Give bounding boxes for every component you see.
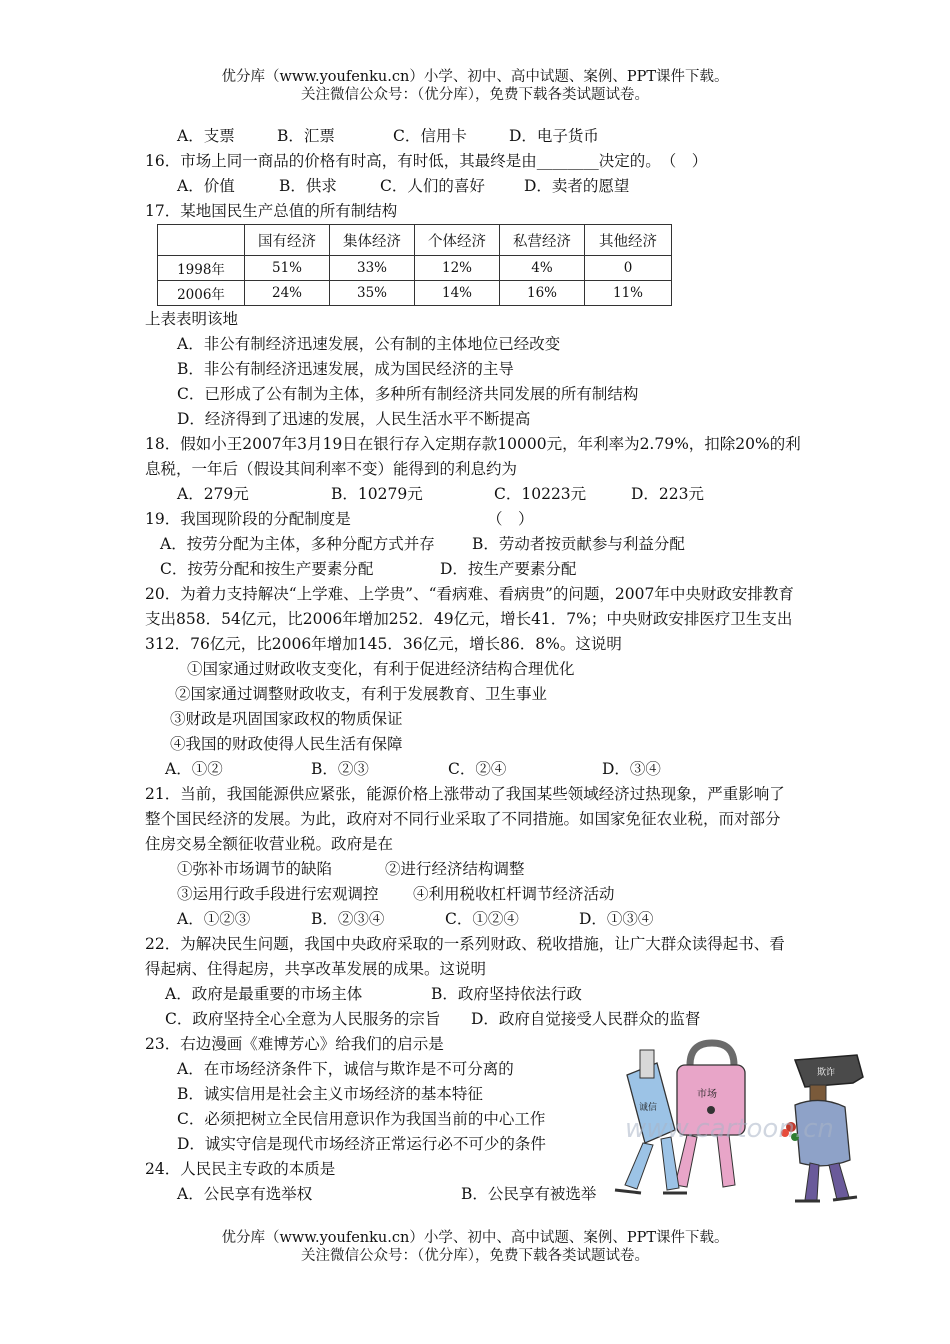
q18-option-a: A．279元 (177, 485, 249, 503)
q17-after-table: 上表表明该地 (145, 310, 239, 328)
header-line-1: 优分库（www.youfenku.cn）小学、初中、高中试题、案例、PPT课件下载。 (221, 69, 729, 85)
key-label: 诚信 (639, 1103, 658, 1113)
q20-statement-4: ④我国的财政使得人民生活有保障 (170, 735, 403, 753)
q22-options-1 (165, 984, 582, 1004)
q20-option-c: C．②④ (448, 760, 507, 778)
q20-option-d: D．③④ (602, 760, 661, 778)
table-header-row (158, 225, 672, 256)
q21-statement-3: ③运用行政手段进行宏观调控 (177, 885, 379, 903)
q19-stem-line (145, 509, 534, 529)
q23-stem: 23．右边漫画《难博芳心》给我们的启示是 (145, 1035, 444, 1053)
q15-option-d: D．电子货币 (509, 127, 599, 145)
cartoon-illustration (605, 1035, 870, 1210)
q21-option-c: C．①②④ (445, 910, 519, 928)
table-cell: 11% (585, 281, 672, 306)
table-header-cell: 其他经济 (585, 225, 672, 256)
q20-options (165, 759, 661, 779)
q17-option-b: B．非公有制经济迅速发展，成为国民经济的主导 (177, 360, 514, 378)
q18-options (177, 484, 704, 504)
q21-options (177, 909, 653, 929)
header-line-2: 关注微信公众号：（优分库），免费下载各类试题试卷。 (301, 87, 649, 103)
watermark-text: www.cartoon.cn (625, 1114, 834, 1144)
table-cell: 16% (500, 281, 585, 306)
q22-stem-2: 得起病、住得起房，共享改革发展的成果。这说明 (145, 960, 487, 978)
q15-option-a: A．支票 (177, 127, 235, 145)
q19-option-d: D．按生产要素分配 (440, 560, 577, 578)
q17-stem: 17．某地国民生产总值的所有制结构 (145, 202, 398, 220)
q18-stem-1: 18．假如小王2007年3月19日在银行存入定期存款10000元，年利率为2.79%，扣除20%的利 (145, 435, 801, 453)
table-header-cell: 私营经济 (500, 225, 585, 256)
q22-option-d: D．政府自觉接受人民群众的监督 (471, 1010, 701, 1028)
q20-statement-1: ①国家通过财政收支变化，有利于促进经济结构合理优化 (187, 660, 575, 678)
q19-options-2 (160, 559, 576, 579)
q21-statements-1 (177, 859, 525, 879)
q23-option-c: C．必须把树立全民信用意识作为我国当前的中心工作 (177, 1110, 546, 1128)
table-header-cell (158, 225, 245, 256)
q20-option-a: A．①② (165, 760, 223, 778)
q22-option-a: A．政府是最重要的市场主体 (165, 985, 363, 1003)
q18-option-d: D．223元 (631, 485, 705, 503)
table-row (158, 281, 672, 306)
q19-option-a: A．按劳分配为主体，多种分配方式并存 (160, 535, 435, 553)
q21-stem-3: 住房交易全额征收营业税。政府是在 (145, 835, 394, 853)
q23-option-d: D．诚实守信是现代市场经济正常运行必不可少的条件 (177, 1135, 546, 1153)
q19-option-b: B．劳动者按贡献参与利益分配 (472, 535, 685, 553)
q19-options-1 (160, 534, 685, 554)
lock-label: 市场 (697, 1089, 717, 1100)
q15-option-b: B．汇票 (277, 127, 335, 145)
q21-statement-2: ②进行经济结构调整 (385, 860, 525, 878)
q24-options (177, 1184, 596, 1204)
table-cell: 35% (330, 281, 415, 306)
q23-option-a: A．在市场经济条件下，诚信与欺诈是不可分离的 (177, 1060, 514, 1078)
q15-option-c: C．信用卡 (393, 127, 467, 145)
q21-statements-2 (177, 884, 615, 904)
q20-stem-1: 20．为着力支持解决“上学难、上学贵”、“看病难、看病贵”的问题，2007年中央财政安排教育 (145, 585, 794, 603)
q18-option-c: C．10223元 (494, 485, 587, 503)
q22-options-2 (165, 1009, 700, 1029)
ownership-table (157, 224, 672, 306)
table-cell: 2006年 (158, 281, 245, 306)
q16-option-a: A．价值 (177, 177, 235, 195)
q20-option-b: B．②③ (311, 760, 369, 778)
table-row (158, 256, 672, 281)
q21-statement-1: ①弥补市场调节的缺陷 (177, 860, 333, 878)
table-header-cell: 集体经济 (330, 225, 415, 256)
q24-option-a: A．公民享有选举权 (177, 1185, 313, 1203)
q21-option-d: D．①③④ (579, 910, 654, 928)
table-cell: 0 (585, 256, 672, 281)
table-cell: 4% (500, 256, 585, 281)
q19-paren: （ ） (487, 510, 534, 528)
q21-statement-4: ④利用税收杠杆调节经济活动 (413, 885, 615, 903)
table-cell: 33% (330, 256, 415, 281)
table-cell: 1998年 (158, 256, 245, 281)
q20-statement-2: ②国家通过调整财政收支，有利于发展教育、卫生事业 (175, 685, 548, 703)
q22-option-b: B．政府坚持依法行政 (431, 985, 582, 1003)
q16-option-d: D．卖者的愿望 (524, 177, 630, 195)
q17-option-c: C．已形成了公有制为主体，多种所有制经济共同发展的所有制结构 (177, 385, 639, 403)
q20-stem-3: 312．76亿元，比2006年增加145．36亿元，增长86．8%。这说明 (145, 635, 622, 653)
table-cell: 24% (245, 281, 330, 306)
q18-option-b: B．10279元 (331, 485, 423, 503)
q23-option-b: B．诚实信用是社会主义市场经济的基本特征 (177, 1085, 483, 1103)
table-header-cell: 个体经济 (415, 225, 500, 256)
q22-stem-1: 22．为解决民生问题，我国中央政府采取的一系列财政、税收措施，让广大群众读得起书、看 (145, 935, 785, 953)
table-header-cell: 国有经济 (245, 225, 330, 256)
q24-option-b: B．公民享有被选举 (461, 1185, 597, 1203)
table-cell: 51% (245, 256, 330, 281)
cartoon-drawing (605, 1035, 870, 1210)
q21-option-a: A．①②③ (177, 910, 251, 928)
table-cell: 12% (415, 256, 500, 281)
q19-option-c: C．按劳分配和按生产要素分配 (160, 560, 374, 578)
q18-stem-2: 息税，一年后（假设其间利率不变）能得到的利息约为 (145, 460, 518, 478)
q22-option-c: C．政府坚持全心全意为人民服务的宗旨 (165, 1010, 441, 1028)
q16-option-c: C．人们的喜好 (380, 177, 485, 195)
table-cell: 14% (415, 281, 500, 306)
q16-option-b: B．供求 (279, 177, 337, 195)
q15-options (177, 126, 599, 146)
q16-options (177, 176, 629, 196)
q20-stem-2: 支出858．54亿元，比2006年增加252．49亿元，增长41．7%；中央财政安排医疗卫生支出 (145, 610, 793, 628)
q19-stem: 19．我国现阶段的分配制度是 (145, 510, 351, 528)
footer-line-1: 优分库（www.youfenku.cn）小学、初中、高中试题、案例、PPT课件下载。 (221, 1230, 729, 1246)
footer-line-2: 关注微信公众号：（优分库），免费下载各类试题试卷。 (301, 1248, 649, 1264)
q17-option-d: D．经济得到了迅速的发展，人民生活水平不断提高 (177, 410, 531, 428)
q17-option-a: A．非公有制经济迅速发展，公有制的主体地位已经改变 (177, 335, 561, 353)
q21-option-b: B．②③④ (311, 910, 385, 928)
q21-stem-2: 整个国民经济的发展。为此，政府对不同行业采取了不同措施。如国家免征农业税，而对部分 (145, 810, 781, 828)
q21-stem-1: 21．当前，我国能源供应紧张，能源价格上涨带动了我国某些领域经济过热现象，严重影响了 (145, 785, 785, 803)
q24-stem: 24．人民民主专政的本质是 (145, 1160, 336, 1178)
q20-statement-3: ③财政是巩固国家政权的物质保证 (170, 710, 403, 728)
q16-stem: 16．市场上同一商品的价格有时高，有时低，其最终是由________决定的。 （ ） (145, 152, 708, 170)
hammer-label: 欺诈 (817, 1068, 836, 1078)
